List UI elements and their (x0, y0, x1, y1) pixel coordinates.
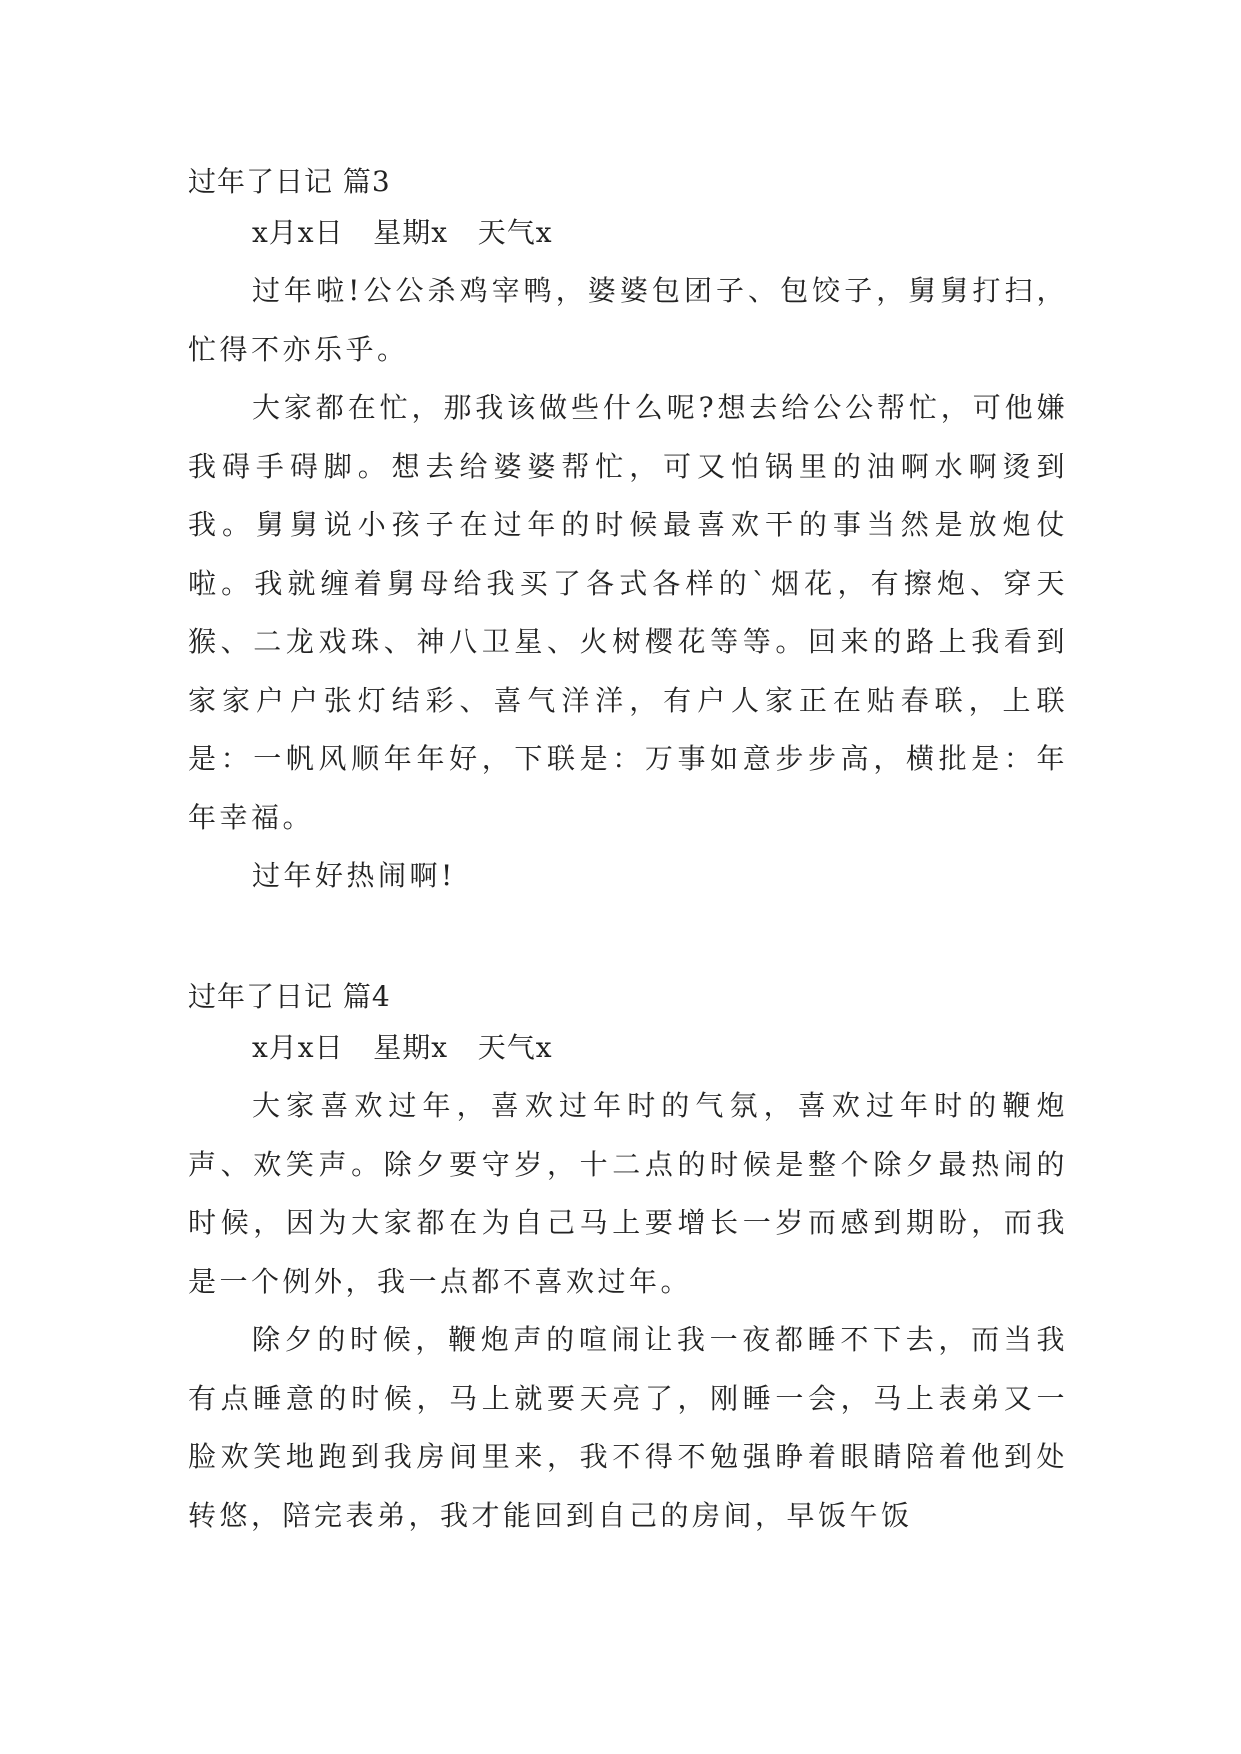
diary-entry-3 (188, 160, 1068, 906)
entry-title: 过年了日记 篇3 (188, 165, 391, 198)
entry-paragraph: 大家都在忙，那我该做些什么呢?想去给公公帮忙，可他嫌我碍手碍脚。想去给婆婆帮忙，可又怕锅里的油啊水啊烫到我。舅舅说小孩子在过年的时候最喜欢干的事当然是放炮仗啦。我就缠着舅母给我买了各式各样的`烟花，有擦炮、穿天猴、二龙戏珠、神八卫星、火树樱花等等。回来的路上我看到家家户户张灯结彩、喜气洋洋，有户人家正在贴春联，上联是：一帆风顺年年好，下联是：万事如意步步高，横批是：年年幸福。 (188, 391, 1068, 834)
entry-dateline: x月x日 星期x 天气x (252, 216, 553, 249)
diary-entry-4 (188, 975, 1068, 1545)
entry-dateline: x月x日 星期x 天气x (252, 1031, 553, 1064)
entry-paragraph: 大家喜欢过年，喜欢过年时的气氛，喜欢过年时的鞭炮声、欢笑声。除夕要守岁，十二点的时候是整个除夕最热闹的时候，因为大家都在为自己马上要增长一岁而感到期盼，而我是一个例外，我一点都不喜欢过年。 (188, 1089, 1068, 1298)
entry-paragraph: 过年啦!公公杀鸡宰鸭，婆婆包团子、包饺子，舅舅打扫，忙得不亦乐乎。 (188, 274, 1068, 366)
entry-title: 过年了日记 篇4 (188, 980, 391, 1013)
entry-paragraph: 过年好热闹啊! (252, 859, 456, 892)
entry-paragraph: 除夕的时候，鞭炮声的喧闹让我一夜都睡不下去，而当我有点睡意的时候，马上就要天亮了，刚睡一会，马上表弟又一脸欢笑地跑到我房间里来，我不得不勉强睁着眼睛陪着他到处转悠，陪完表弟，我才能回到自己的房间，早饭午饭 (188, 1323, 1068, 1532)
